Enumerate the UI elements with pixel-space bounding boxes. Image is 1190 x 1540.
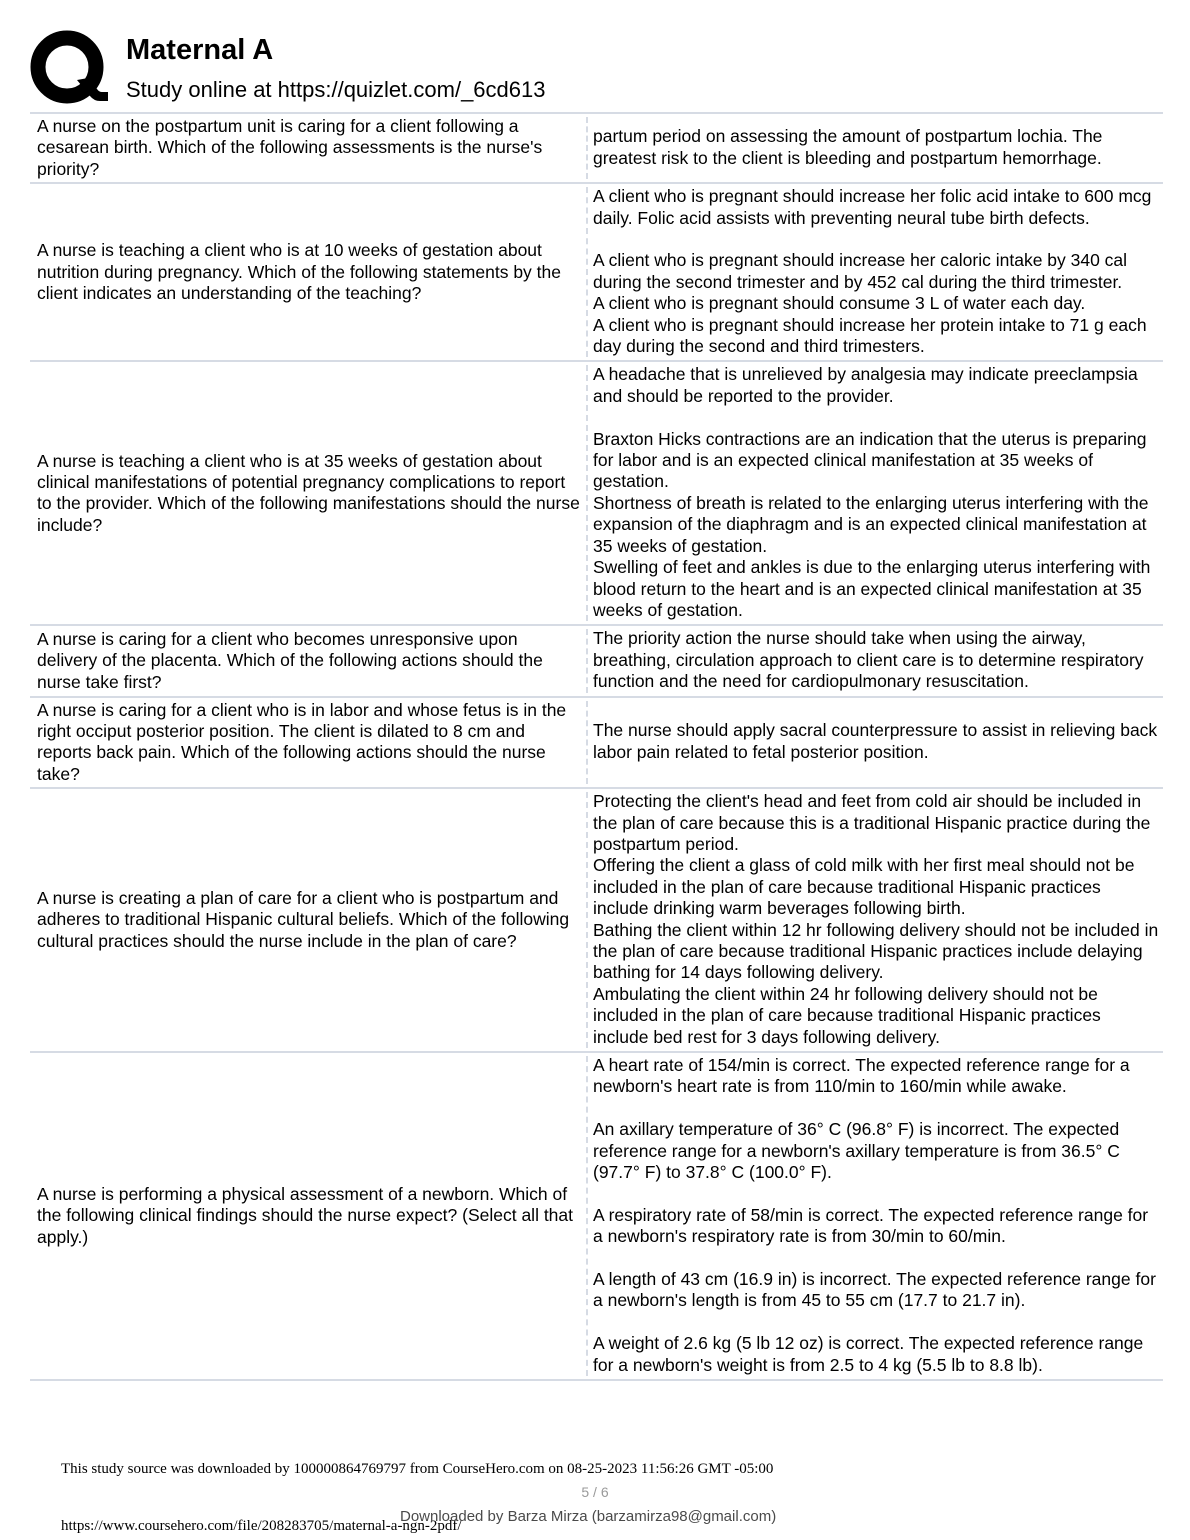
flashcard [30, 698, 1163, 790]
page-title: Maternal A [126, 34, 274, 66]
definition-text: The priority action the nurse should take when using the airway, breathing, circulation approach to client care is to determine respiratory function and the need for cardiopulmonary resuscitation. [593, 628, 1144, 692]
flashcard [30, 114, 1163, 184]
card-definition [588, 184, 1163, 360]
definition-text: A headache that is unrelieved by analgesia may indicate preeclampsia and should be reported to the provider. [593, 364, 1138, 406]
definition-text: Swelling of feet and ankles is due to the enlarging uterus interfering with blood return to the heart and is an expected clinical manifestation at 35 weeks of gestation. [593, 557, 1151, 620]
card-definition [588, 124, 1163, 172]
card-definition [588, 1053, 1163, 1379]
flashcard-list [30, 112, 1163, 1381]
source-url: https://www.coursehero.com/file/208283705/maternal-a-ngn-2pdf/ [61, 1518, 462, 1534]
flashcard [30, 362, 1163, 626]
flashcard [30, 184, 1163, 362]
definition-text: Shortness of breath is related to the enlarging uterus interfering with the expansion of the diaphragm and is an expected clinical manifestation at 35 weeks of gestation. [593, 492, 1149, 556]
card-term: A nurse is teaching a client who is at 35 weeks of gestation about clinical manifestations of potential pregnancy complications to report to the provider. Which of the following manifestations should the nurse include? [37, 450, 580, 535]
study-link-text: Study online at https://quizlet.com/_6cd613 [126, 77, 546, 102]
card-term: A nurse is caring for a client who becomes unresponsive upon delivery of the placenta. Which of the following actions should the nurse take first? [37, 628, 543, 692]
card-term: A nurse is teaching a client who is at 10 weeks of gestation about nutrition during pregnancy. Which of the following statements by the client indicates an understanding of the teaching? [37, 240, 561, 304]
definition-text: Bathing the client within 12 hr following delivery should not be included in the plan of care because traditional Hispanic practices include delaying bathing for 14 days following delivery. [593, 919, 1159, 983]
definition-text: partum period on assessing the amount of postpartum lochia. The greatest risk to the client is bleeding and postpartum hemorrhage. [593, 126, 1103, 168]
definition-text: Protecting the client's head and feet from cold air should be included in the plan of care because this is a traditional Hispanic practice during the postpartum period. [593, 791, 1151, 854]
definition-text: Braxton Hicks contractions are an indication that the uterus is preparing for labor and is an expected clinical manifestation at 35 weeks of gestation. [593, 428, 1147, 492]
definition-text: A weight of 2.6 kg (5 lb 12 oz) is correct. The expected reference range for a newborn's weight is from 2.5 to 4 kg (5.5 lb to 8.8 lb). [593, 1333, 1144, 1375]
source-notice: This study source was downloaded by 100000864769797 from CourseHero.com on 08-25-2023 11:56:26 GMT -05:00 [61, 1461, 774, 1477]
definition-text: A length of 43 cm (16.9 in) is incorrect. The expected reference range for a newborn's length is from 45 to 55 cm (17.7 to 21.7 in). [593, 1269, 1156, 1311]
card-term: A nurse on the postpartum unit is caring for a client following a cesarean birth. Which of the following assessments is the nurse's priority? [37, 116, 543, 179]
definition-text: An axillary temperature of 36° C (96.8° F) is incorrect. The expected reference range for a newborn's axillary temperature is from 36.5° C (97.7° F) to 37.8° C (100.0° F). [593, 1119, 1120, 1183]
card-term: A nurse is creating a plan of care for a client who is postpartum and adheres to traditional Hispanic cultural beliefs. Which of the following cultural practices should the nurse include in the plan of care? [37, 887, 570, 951]
definition-text: A client who is pregnant should increase her protein intake to 71 g each day during the second and third trimesters. [593, 314, 1147, 357]
flashcard [30, 789, 1163, 1053]
definition-text: A heart rate of 154/min is correct. The expected reference range for a newborn's heart rate is from 110/min to 160/min while awake. [593, 1055, 1130, 1097]
card-definition [588, 789, 1163, 1051]
definition-text: The nurse should apply sacral counterpressure to assist in relieving back labor pain related to fetal posterior position. [593, 720, 1158, 762]
definition-text: A client who is pregnant should consume 3 L of water each day. [593, 293, 1086, 314]
definition-text: A respiratory rate of 58/min is correct. The expected reference range for a newborn's respiratory rate is from 30/min to 60/min. [593, 1204, 1149, 1247]
flashcard [30, 1053, 1163, 1381]
card-term: A nurse is caring for a client who is in labor and whose fetus is in the right occiput posterior position. The client is dilated to 8 cm and reports back pain. Which of the following actions should the nurse take? [37, 699, 567, 784]
card-definition [588, 362, 1163, 624]
definition-text: Ambulating the client within 24 hr following delivery should not be included in the plan of care because traditional Hispanic practices include bed rest for 3 days following delivery. [593, 983, 1101, 1047]
downloaded-by-watermark: Downloaded by Barza Mirza (barzamirza98@gmail.com) [400, 1508, 777, 1525]
flashcard [30, 626, 1163, 697]
card-definition [588, 718, 1163, 766]
card-definition [588, 626, 1163, 695]
card-term: A nurse is performing a physical assessment of a newborn. Which of the following clinical findings should the nurse expect? (Select all that apply.) [37, 1183, 574, 1247]
page-number: 5 / 6 [581, 1484, 609, 1500]
quizlet-logo-icon [30, 30, 108, 106]
definition-text: Offering the client a glass of cold milk with her first meal should not be included in the plan of care because traditional Hispanic practices include drinking warm beverages following birth. [593, 855, 1135, 919]
definition-text: A client who is pregnant should increase her caloric intake by 340 cal during the second trimester and by 452 cal during the third trimester. [593, 250, 1128, 292]
definition-text: A client who is pregnant should increase her folic acid intake to 600 mcg daily. Folic acid assists with preventing neural tube birth defects. [593, 186, 1152, 228]
